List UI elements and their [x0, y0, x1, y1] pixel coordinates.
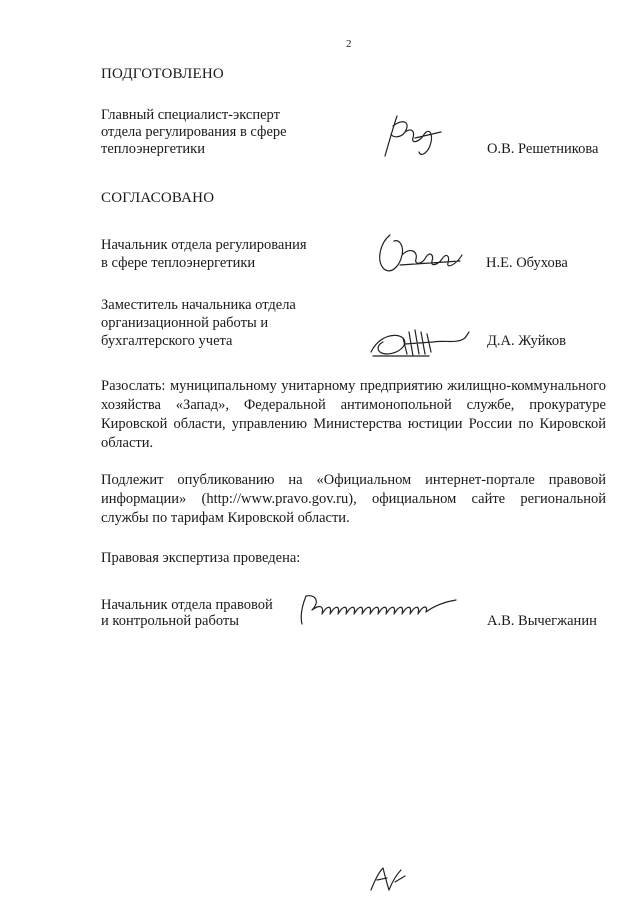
zhuikov-position-line-2: организационной работы и: [101, 315, 269, 331]
initials-mark: [365, 862, 410, 894]
prepared-position-line-3: теплоэнергетики: [101, 141, 205, 157]
zhuikov-name: Д.А. Жуйков: [487, 333, 566, 349]
signature-obukhova: [370, 225, 475, 280]
obukhova-name: Н.Е. Обухова: [486, 255, 568, 271]
signature-vychegzhanin: [292, 590, 462, 630]
legal-review-name: А.В. Вычегжанин: [487, 613, 597, 629]
legal-review-position-line-1: Начальник отдела правовой: [101, 597, 273, 613]
prepared-position-line-1: Главный специалист-эксперт: [101, 107, 280, 123]
prepared-position-line-2: отдела регулирования в сфере: [101, 124, 287, 140]
prepared-heading: ПОДГОТОВЛЕНО: [101, 66, 224, 82]
agreed-heading: СОГЛАСОВАНО: [101, 190, 215, 206]
signature-zhuikov: [365, 318, 480, 363]
publication-paragraph: Подлежит опубликованию на «Официальном интернет-портале правовой информации» (http://www.pravo.gov.ru), официальном сайте региональной службы по тарифам Кировской области.: [101, 472, 606, 526]
zhuikov-position-line-3: бухгалтерского учета: [101, 333, 233, 349]
signature-reshetnikova: [375, 108, 460, 163]
distribution-paragraph: Разослать: муниципальному унитарному предприятию жилищно-коммунального хозяйства «Запад», Федеральной антимонопольной службе, прокуратуре Кировской области, управлению Министерства юстиции России по Кировской области.: [101, 378, 606, 451]
page-number: 2: [346, 38, 352, 50]
legal-review-statement: Правовая экспертиза проведена:: [101, 550, 301, 566]
obukhova-position-line-2: в сфере теплоэнергетики: [101, 255, 256, 271]
legal-review-position-line-2: и контрольной работы: [101, 613, 239, 629]
obukhova-position-line-1: Начальник отдела регулирования: [101, 237, 307, 253]
prepared-name: О.В. Решетникова: [487, 141, 599, 157]
zhuikov-position-line-1: Заместитель начальника отдела: [101, 297, 296, 313]
